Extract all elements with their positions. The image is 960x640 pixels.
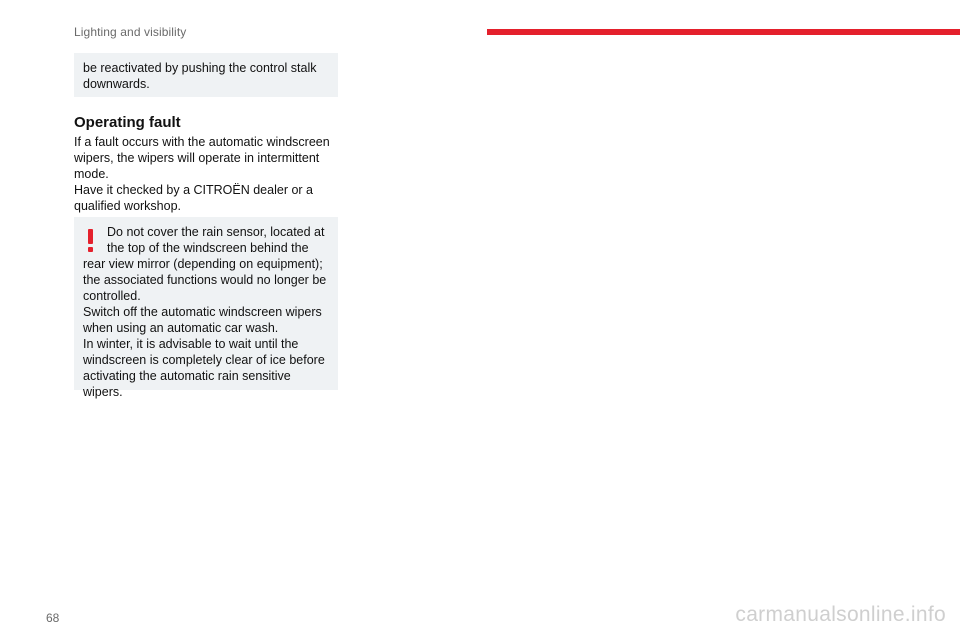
warning-paragraph: In winter, it is advisable to wait until the windscreen is completely clear of ice before activating the automatic rain sensitive wipers. [83,337,325,399]
operating-fault-body [74,134,344,214]
running-header: Lighting and visibility [74,25,187,39]
page-number: 68 [46,611,60,625]
note-text: be reactivated by pushing the control stalk downwards. [83,61,317,91]
section-title-operating-fault: Operating fault [74,114,181,131]
watermark: carmanualsonline.info [735,603,946,626]
section-accent-bar [487,29,960,35]
body-paragraph: Have it checked by a CITROËN dealer or a qualified workshop. [74,183,313,213]
warning-box [74,217,338,399]
note-box-continued [74,53,338,97]
body-paragraph: If a fault occurs with the automatic windscreen wipers, the wipers will operate in intermittent mode. [74,135,330,181]
exclamation-warning-icon [83,226,107,256]
warning-paragraph: Switch off the automatic windscreen wipers when using an automatic car wash. [83,305,322,335]
warning-paragraph: Do not cover the rain sensor, located at the top of the windscreen behind the rear view mirror (depending on equipment); the associated functions would no longer be controlled. [83,225,327,303]
